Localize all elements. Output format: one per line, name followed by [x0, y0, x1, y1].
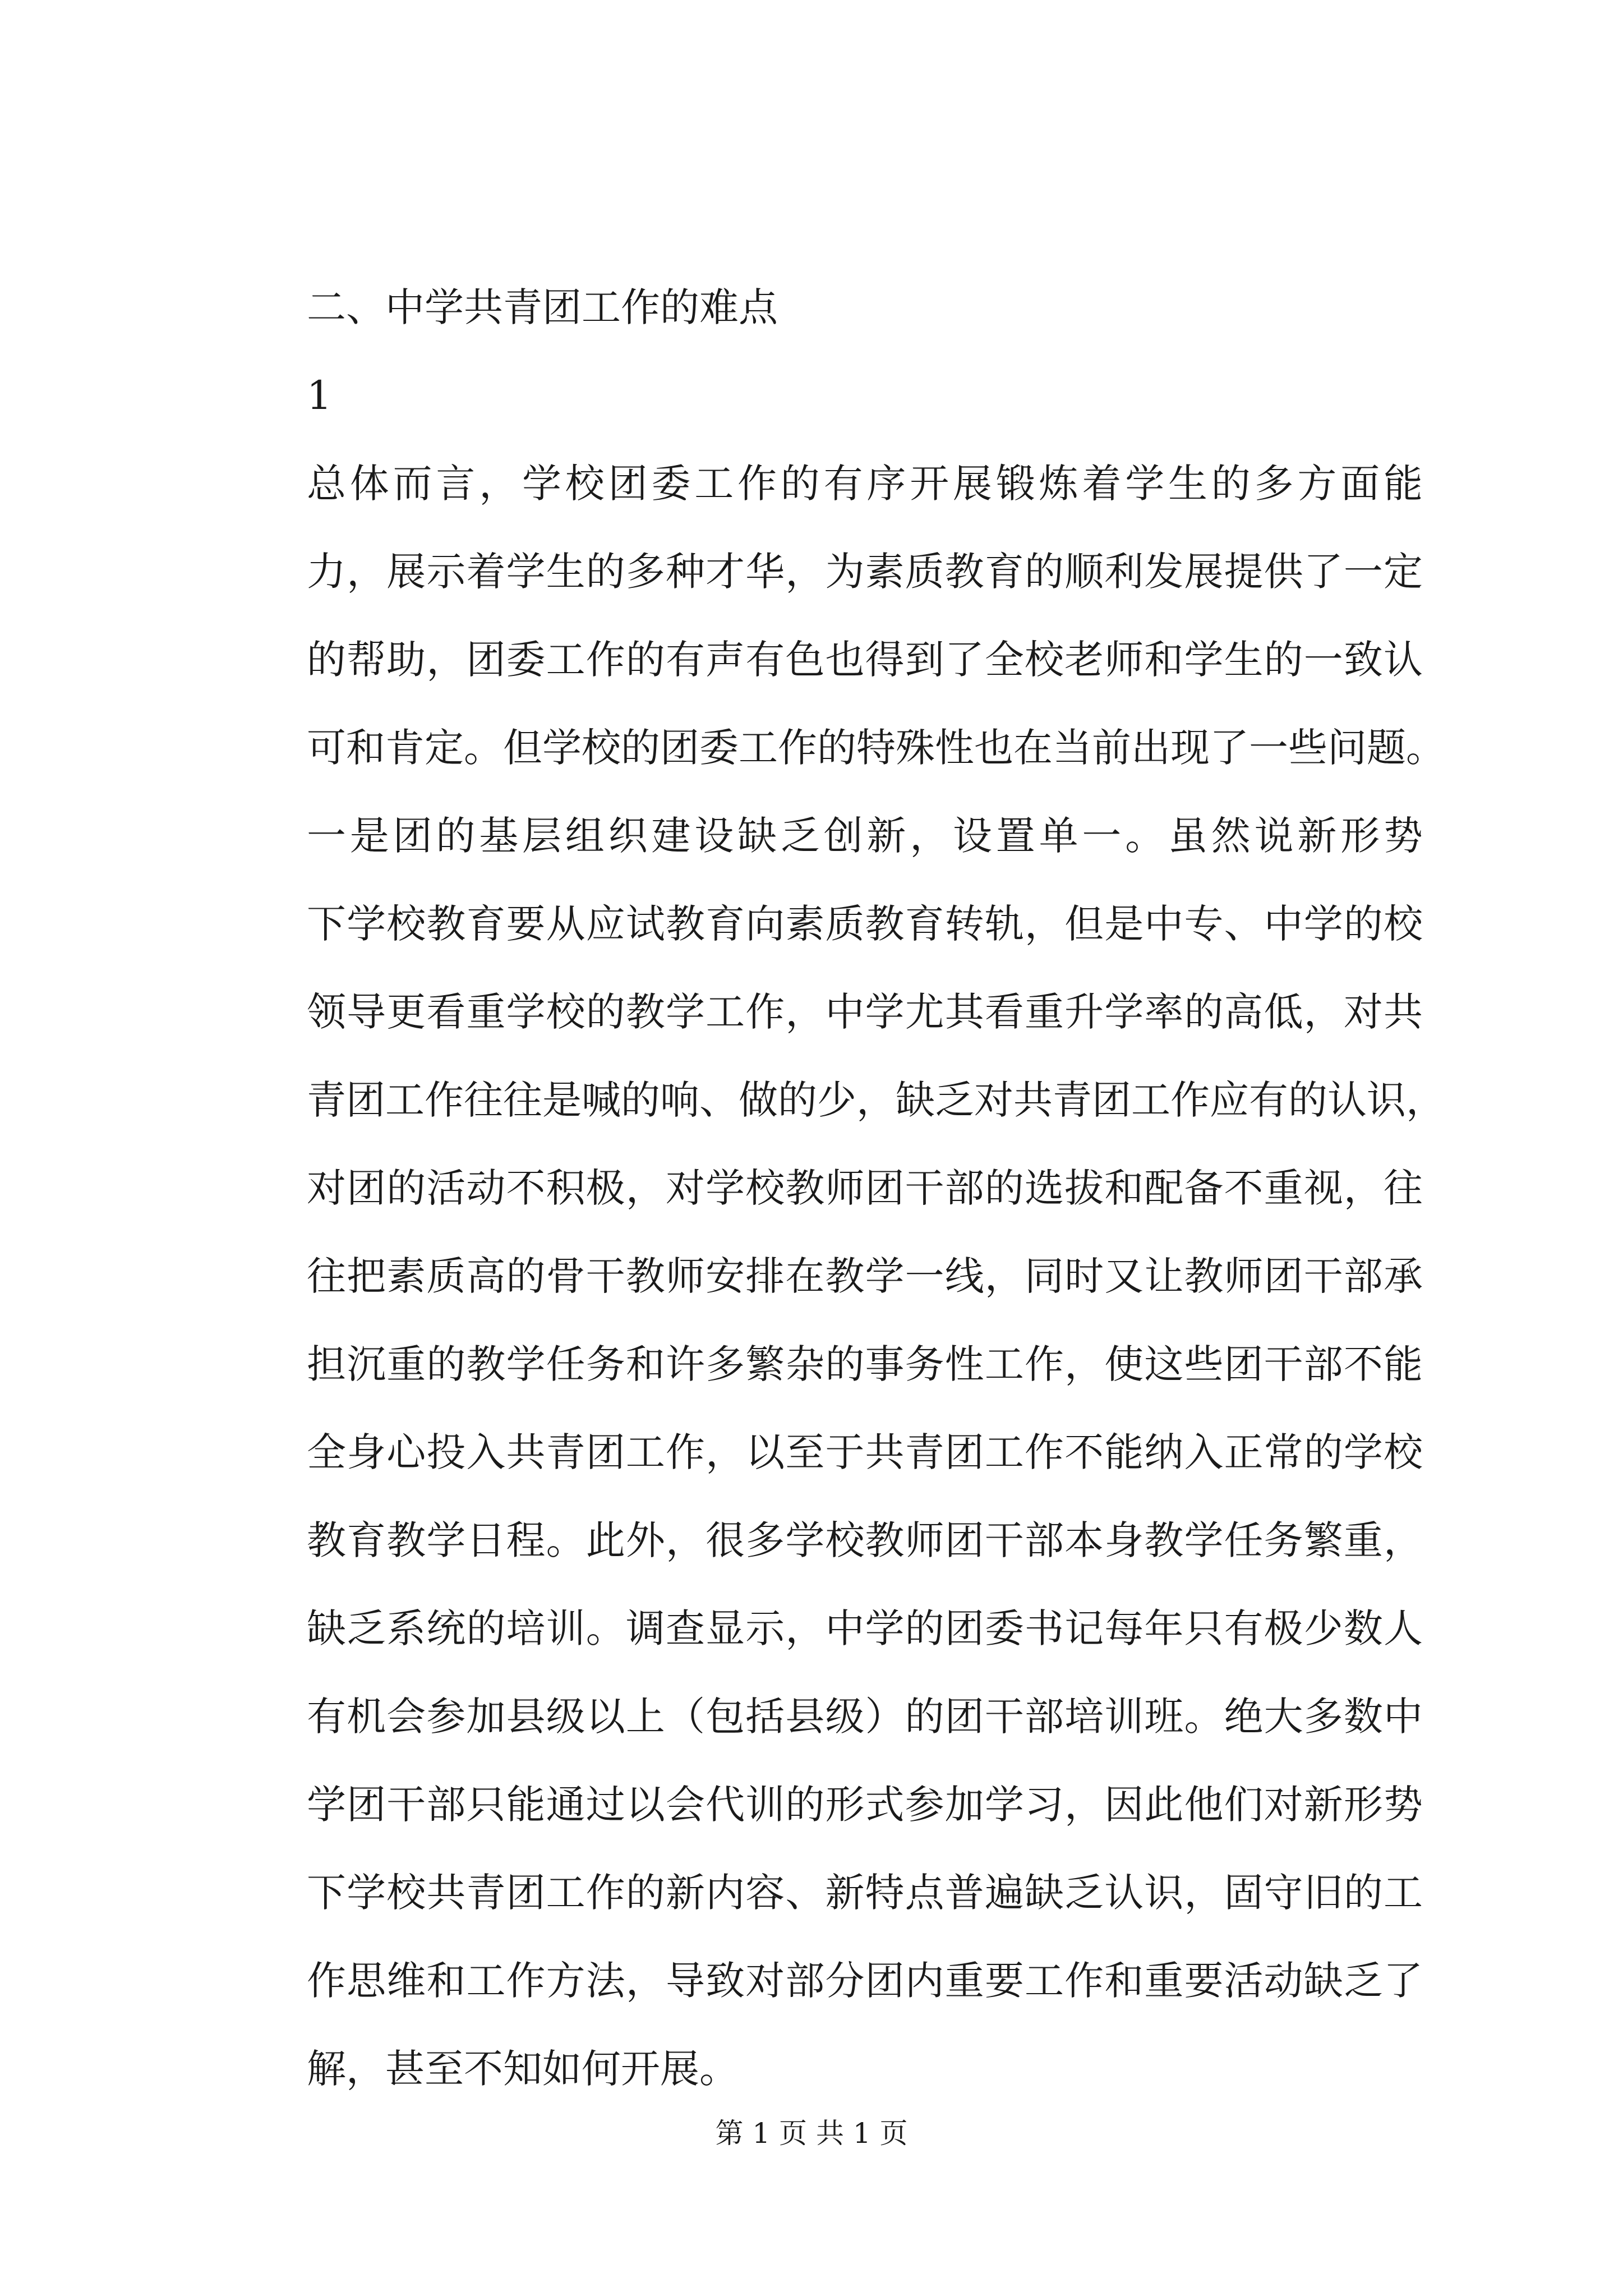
paragraph-2 [307, 792, 1445, 2113]
paragraph-line: 的帮助，团委工作的有声有色也得到了全校老师和学生的一致认 [307, 637, 1423, 683]
paragraph-line: 可和肯定。但学校的团委工作的特殊性也在当前出现了一些问题。 [307, 725, 1445, 771]
paragraph-line: 全身心投入共青团工作，以至于共青团工作不能纳入正常的学校 [307, 1429, 1423, 1475]
paragraph-line: 领导更看重学校的教学工作，中学尤其看重升学率的高低，对共 [307, 989, 1423, 1035]
paragraph-line: 下学校共青团工作的新内容、新特点普遍缺乏认识，固守旧的工 [307, 1870, 1423, 1916]
paragraph-line: 解，甚至不知如何开展。 [307, 2046, 739, 2092]
document-body [307, 264, 1445, 2113]
paragraph-line: 担沉重的教学任务和许多繁杂的事务性工作，使这些团干部不能 [307, 1341, 1423, 1387]
paragraph-line: 总体而言，学校团委工作的有序开展锻炼着学生的多方面能 [307, 461, 1423, 507]
page-footer: 第 1 页 共 1 页 [715, 2117, 908, 2150]
paragraph-line: 缺乏系统的培训。调查显示，中学的团委书记每年只有极少数人 [307, 1605, 1423, 1651]
paragraph-line: 学团干部只能通过以会代训的形式参加学习，因此他们对新形势 [307, 1782, 1423, 1828]
paragraph-line: 对团的活动不积极，对学校教师团干部的选拔和配备不重视，往 [307, 1165, 1423, 1211]
paragraph-line: 青团工作往往是喊的响、做的少，缺乏对共青团工作应有的认识， [307, 1077, 1445, 1123]
paragraph-line: 往把素质高的骨干教师安排在教学一线，同时又让教师团干部承 [307, 1253, 1423, 1299]
paragraph-line: 下学校教育要从应试教育向素质教育转轨，但是中专、中学的校 [307, 901, 1423, 947]
paragraph-line: 有机会参加县级以上（包括县级）的团干部培训班。绝大多数中 [307, 1694, 1423, 1740]
paragraph-line: 一是团的基层组织建设缺乏创新，设置单一。虽然说新形势 [307, 813, 1423, 859]
section-number: 1 [307, 372, 332, 418]
paragraph-line: 作思维和工作方法，导致对部分团内重要工作和重要活动缺乏了 [307, 1958, 1423, 2004]
section-heading: 二、中学共青团工作的难点 [307, 284, 778, 330]
paragraph-line: 力，展示着学生的多种才华，为素质教育的顺利发展提供了一定 [307, 549, 1423, 595]
paragraph-line: 教育教学日程。此外，很多学校教师团干部本身教学任务繁重， [307, 1517, 1423, 1563]
paragraph-1 [307, 440, 1445, 792]
